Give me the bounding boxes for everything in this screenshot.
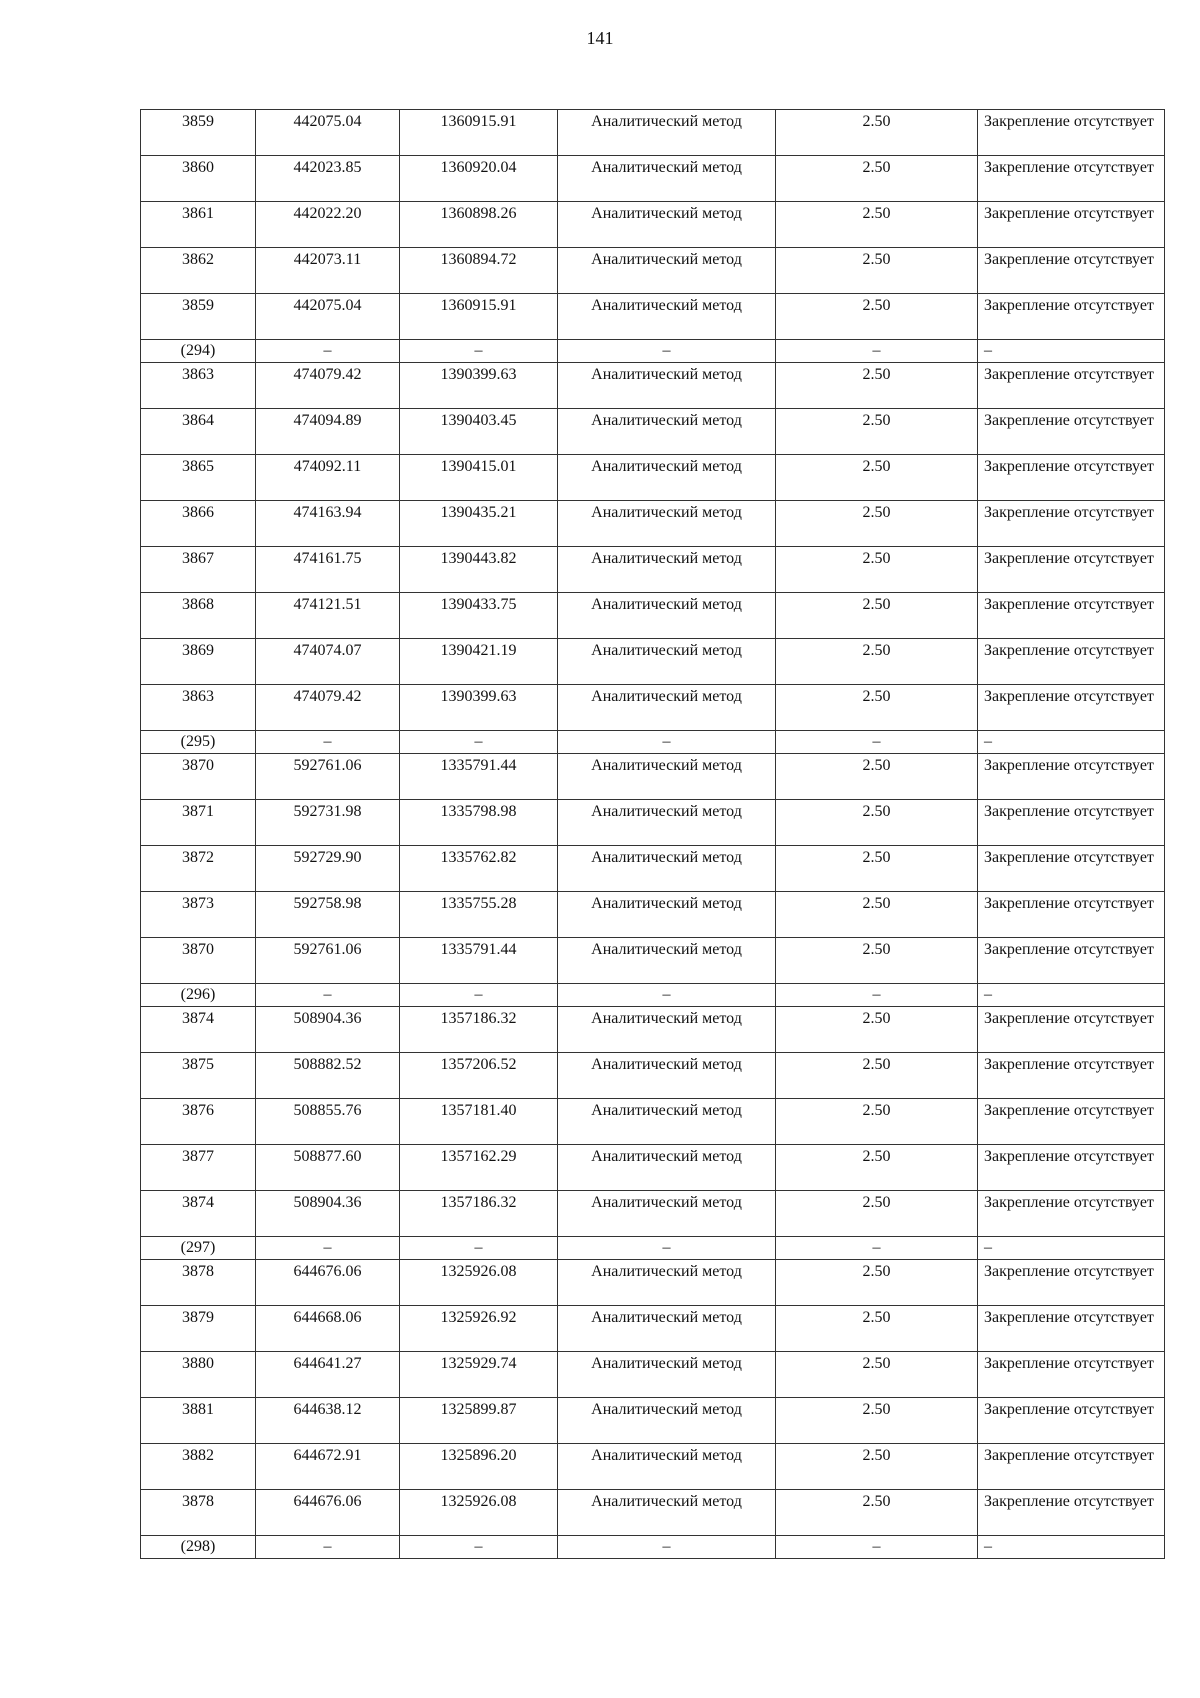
point-number: 3869 xyxy=(141,639,256,685)
fixing-cell: Закрепление отсутствует xyxy=(978,1053,1165,1099)
dash-cell: – xyxy=(558,984,776,1007)
fixing-cell: Закрепление отсутствует xyxy=(978,409,1165,455)
coord-y: 1390415.01 xyxy=(400,455,558,501)
fixing-cell: Закрепление отсутствует xyxy=(978,685,1165,731)
coord-x: 508882.52 xyxy=(256,1053,400,1099)
coord-y: 1360915.91 xyxy=(400,294,558,340)
point-number: 3871 xyxy=(141,800,256,846)
table-row xyxy=(141,1306,1165,1352)
point-number: 3881 xyxy=(141,1398,256,1444)
point-number: 3861 xyxy=(141,202,256,248)
coord-x: 508904.36 xyxy=(256,1007,400,1053)
point-number: 3880 xyxy=(141,1352,256,1398)
dash-cell: – xyxy=(558,1536,776,1559)
method-cell: Аналитический метод xyxy=(558,455,776,501)
accuracy-cell: 2.50 xyxy=(776,892,978,938)
coord-y: 1390403.45 xyxy=(400,409,558,455)
accuracy-cell: 2.50 xyxy=(776,754,978,800)
accuracy-cell: 2.50 xyxy=(776,1145,978,1191)
table-row xyxy=(141,501,1165,547)
accuracy-cell: 2.50 xyxy=(776,455,978,501)
table-row xyxy=(141,547,1165,593)
method-cell: Аналитический метод xyxy=(558,409,776,455)
method-cell: Аналитический метод xyxy=(558,593,776,639)
accuracy-cell: 2.50 xyxy=(776,202,978,248)
table-row xyxy=(141,202,1165,248)
table-row xyxy=(141,1444,1165,1490)
coord-x: 474079.42 xyxy=(256,363,400,409)
accuracy-cell: 2.50 xyxy=(776,1053,978,1099)
point-number: 3865 xyxy=(141,455,256,501)
point-number: 3879 xyxy=(141,1306,256,1352)
contour-number: (295) xyxy=(141,731,256,754)
method-cell: Аналитический метод xyxy=(558,1260,776,1306)
coord-x: 474163.94 xyxy=(256,501,400,547)
coord-x: 474074.07 xyxy=(256,639,400,685)
fixing-cell: Закрепление отсутствует xyxy=(978,1145,1165,1191)
fixing-cell: Закрепление отсутствует xyxy=(978,593,1165,639)
dash-cell: – xyxy=(558,731,776,754)
method-cell: Аналитический метод xyxy=(558,754,776,800)
method-cell: Аналитический метод xyxy=(558,1444,776,1490)
coordinates-table xyxy=(140,109,1165,1559)
coord-y: 1360915.91 xyxy=(400,110,558,156)
method-cell: Аналитический метод xyxy=(558,547,776,593)
accuracy-cell: 2.50 xyxy=(776,593,978,639)
dash-cell: – xyxy=(558,1237,776,1260)
coord-y: 1390399.63 xyxy=(400,363,558,409)
contour-number: (294) xyxy=(141,340,256,363)
fixing-cell: Закрепление отсутствует xyxy=(978,1444,1165,1490)
dash-cell: – xyxy=(400,340,558,363)
coord-x: 592729.90 xyxy=(256,846,400,892)
point-number: 3866 xyxy=(141,501,256,547)
table-row xyxy=(141,639,1165,685)
table-row xyxy=(141,1099,1165,1145)
coord-x: 644672.91 xyxy=(256,1444,400,1490)
dash-cell: – xyxy=(978,1536,1165,1559)
coord-y: 1357181.40 xyxy=(400,1099,558,1145)
accuracy-cell: 2.50 xyxy=(776,1490,978,1536)
table-row xyxy=(141,294,1165,340)
point-number: 3870 xyxy=(141,938,256,984)
fixing-cell: Закрепление отсутствует xyxy=(978,1191,1165,1237)
coord-x: 442075.04 xyxy=(256,294,400,340)
point-number: 3873 xyxy=(141,892,256,938)
coord-y: 1357162.29 xyxy=(400,1145,558,1191)
coord-y: 1390399.63 xyxy=(400,685,558,731)
coord-x: 592761.06 xyxy=(256,938,400,984)
point-number: 3882 xyxy=(141,1444,256,1490)
method-cell: Аналитический метод xyxy=(558,892,776,938)
coord-x: 644668.06 xyxy=(256,1306,400,1352)
dash-cell: – xyxy=(400,731,558,754)
point-number: 3876 xyxy=(141,1099,256,1145)
dash-cell: – xyxy=(978,340,1165,363)
fixing-cell: Закрепление отсутствует xyxy=(978,294,1165,340)
fixing-cell: Закрепление отсутствует xyxy=(978,501,1165,547)
fixing-cell: Закрепление отсутствует xyxy=(978,800,1165,846)
coord-x: 644676.06 xyxy=(256,1260,400,1306)
method-cell: Аналитический метод xyxy=(558,800,776,846)
coord-y: 1335791.44 xyxy=(400,938,558,984)
accuracy-cell: 2.50 xyxy=(776,501,978,547)
coord-x: 644676.06 xyxy=(256,1490,400,1536)
fixing-cell: Закрепление отсутствует xyxy=(978,1306,1165,1352)
accuracy-cell: 2.50 xyxy=(776,938,978,984)
fixing-cell: Закрепление отсутствует xyxy=(978,455,1165,501)
method-cell: Аналитический метод xyxy=(558,685,776,731)
contour-separator-row xyxy=(141,731,1165,754)
contour-separator-row xyxy=(141,1237,1165,1260)
accuracy-cell: 2.50 xyxy=(776,110,978,156)
point-number: 3878 xyxy=(141,1260,256,1306)
coord-x: 644641.27 xyxy=(256,1352,400,1398)
fixing-cell: Закрепление отсутствует xyxy=(978,1398,1165,1444)
accuracy-cell: 2.50 xyxy=(776,846,978,892)
point-number: 3867 xyxy=(141,547,256,593)
accuracy-cell: 2.50 xyxy=(776,547,978,593)
coord-y: 1390435.21 xyxy=(400,501,558,547)
fixing-cell: Закрепление отсутствует xyxy=(978,846,1165,892)
coord-y: 1390421.19 xyxy=(400,639,558,685)
accuracy-cell: 2.50 xyxy=(776,1191,978,1237)
coord-y: 1335755.28 xyxy=(400,892,558,938)
dash-cell: – xyxy=(256,984,400,1007)
table-row xyxy=(141,1260,1165,1306)
accuracy-cell: 2.50 xyxy=(776,1306,978,1352)
point-number: 3860 xyxy=(141,156,256,202)
contour-number: (298) xyxy=(141,1536,256,1559)
point-number: 3875 xyxy=(141,1053,256,1099)
fixing-cell: Закрепление отсутствует xyxy=(978,110,1165,156)
fixing-cell: Закрепление отсутствует xyxy=(978,547,1165,593)
coord-y: 1360920.04 xyxy=(400,156,558,202)
table-row xyxy=(141,1145,1165,1191)
accuracy-cell: 2.50 xyxy=(776,156,978,202)
dash-cell: – xyxy=(776,1536,978,1559)
table-row xyxy=(141,455,1165,501)
coord-y: 1360894.72 xyxy=(400,248,558,294)
accuracy-cell: 2.50 xyxy=(776,1099,978,1145)
page-number: 141 xyxy=(586,28,614,48)
coord-x: 592761.06 xyxy=(256,754,400,800)
contour-separator-row xyxy=(141,1536,1165,1559)
fixing-cell: Закрепление отсутствует xyxy=(978,156,1165,202)
fixing-cell: Закрепление отсутствует xyxy=(978,202,1165,248)
coord-x: 442075.04 xyxy=(256,110,400,156)
method-cell: Аналитический метод xyxy=(558,202,776,248)
coord-y: 1357186.32 xyxy=(400,1191,558,1237)
accuracy-cell: 2.50 xyxy=(776,639,978,685)
coord-y: 1325926.08 xyxy=(400,1260,558,1306)
method-cell: Аналитический метод xyxy=(558,846,776,892)
table-row xyxy=(141,1191,1165,1237)
coord-y: 1325926.92 xyxy=(400,1306,558,1352)
method-cell: Аналитический метод xyxy=(558,501,776,547)
table-row xyxy=(141,1053,1165,1099)
point-number: 3859 xyxy=(141,294,256,340)
accuracy-cell: 2.50 xyxy=(776,248,978,294)
dash-cell: – xyxy=(978,984,1165,1007)
fixing-cell: Закрепление отсутствует xyxy=(978,1490,1165,1536)
method-cell: Аналитический метод xyxy=(558,1490,776,1536)
fixing-cell: Закрепление отсутствует xyxy=(978,1260,1165,1306)
contour-number: (296) xyxy=(141,984,256,1007)
point-number: 3870 xyxy=(141,754,256,800)
method-cell: Аналитический метод xyxy=(558,1306,776,1352)
table-row xyxy=(141,892,1165,938)
coord-y: 1325926.08 xyxy=(400,1490,558,1536)
point-number: 3877 xyxy=(141,1145,256,1191)
method-cell: Аналитический метод xyxy=(558,110,776,156)
fixing-cell: Закрепление отсутствует xyxy=(978,363,1165,409)
point-number: 3878 xyxy=(141,1490,256,1536)
point-number: 3874 xyxy=(141,1007,256,1053)
point-number: 3862 xyxy=(141,248,256,294)
dash-cell: – xyxy=(558,340,776,363)
fixing-cell: Закрепление отсутствует xyxy=(978,248,1165,294)
dash-cell: – xyxy=(256,731,400,754)
contour-separator-row xyxy=(141,984,1165,1007)
coord-y: 1390433.75 xyxy=(400,593,558,639)
point-number: 3874 xyxy=(141,1191,256,1237)
coord-x: 508855.76 xyxy=(256,1099,400,1145)
point-number: 3868 xyxy=(141,593,256,639)
table-row xyxy=(141,846,1165,892)
table-row xyxy=(141,248,1165,294)
coord-x: 592758.98 xyxy=(256,892,400,938)
coord-x: 508904.36 xyxy=(256,1191,400,1237)
table-row xyxy=(141,938,1165,984)
method-cell: Аналитический метод xyxy=(558,248,776,294)
dash-cell: – xyxy=(978,731,1165,754)
table-row xyxy=(141,1352,1165,1398)
dash-cell: – xyxy=(256,1237,400,1260)
method-cell: Аналитический метод xyxy=(558,1352,776,1398)
coord-x: 508877.60 xyxy=(256,1145,400,1191)
fixing-cell: Закрепление отсутствует xyxy=(978,892,1165,938)
table-row xyxy=(141,754,1165,800)
coord-x: 474079.42 xyxy=(256,685,400,731)
coord-y: 1360898.26 xyxy=(400,202,558,248)
accuracy-cell: 2.50 xyxy=(776,1007,978,1053)
accuracy-cell: 2.50 xyxy=(776,1352,978,1398)
coord-y: 1325896.20 xyxy=(400,1444,558,1490)
table-row xyxy=(141,363,1165,409)
fixing-cell: Закрепление отсутствует xyxy=(978,754,1165,800)
coord-x: 442022.20 xyxy=(256,202,400,248)
contour-number: (297) xyxy=(141,1237,256,1260)
accuracy-cell: 2.50 xyxy=(776,409,978,455)
table-row xyxy=(141,593,1165,639)
table-row xyxy=(141,685,1165,731)
dash-cell: – xyxy=(400,1536,558,1559)
coord-y: 1325929.74 xyxy=(400,1352,558,1398)
method-cell: Аналитический метод xyxy=(558,1099,776,1145)
table-row xyxy=(141,1007,1165,1053)
dash-cell: – xyxy=(776,340,978,363)
coord-y: 1325899.87 xyxy=(400,1398,558,1444)
table-row xyxy=(141,409,1165,455)
coord-x: 474092.11 xyxy=(256,455,400,501)
accuracy-cell: 2.50 xyxy=(776,685,978,731)
coord-y: 1335798.98 xyxy=(400,800,558,846)
accuracy-cell: 2.50 xyxy=(776,363,978,409)
coord-y: 1357186.32 xyxy=(400,1007,558,1053)
method-cell: Аналитический метод xyxy=(558,1191,776,1237)
method-cell: Аналитический метод xyxy=(558,294,776,340)
accuracy-cell: 2.50 xyxy=(776,294,978,340)
coord-y: 1357206.52 xyxy=(400,1053,558,1099)
dash-cell: – xyxy=(400,1237,558,1260)
point-number: 3859 xyxy=(141,110,256,156)
fixing-cell: Закрепление отсутствует xyxy=(978,639,1165,685)
accuracy-cell: 2.50 xyxy=(776,1260,978,1306)
method-cell: Аналитический метод xyxy=(558,1007,776,1053)
dash-cell: – xyxy=(776,984,978,1007)
point-number: 3863 xyxy=(141,363,256,409)
coord-y: 1390443.82 xyxy=(400,547,558,593)
accuracy-cell: 2.50 xyxy=(776,1398,978,1444)
method-cell: Аналитический метод xyxy=(558,1398,776,1444)
accuracy-cell: 2.50 xyxy=(776,1444,978,1490)
dash-cell: – xyxy=(400,984,558,1007)
method-cell: Аналитический метод xyxy=(558,639,776,685)
coord-x: 474094.89 xyxy=(256,409,400,455)
dash-cell: – xyxy=(256,340,400,363)
table-row xyxy=(141,110,1165,156)
point-number: 3863 xyxy=(141,685,256,731)
method-cell: Аналитический метод xyxy=(558,1145,776,1191)
coord-x: 442023.85 xyxy=(256,156,400,202)
accuracy-cell: 2.50 xyxy=(776,800,978,846)
dash-cell: – xyxy=(776,731,978,754)
table-row xyxy=(141,1490,1165,1536)
fixing-cell: Закрепление отсутствует xyxy=(978,938,1165,984)
coord-y: 1335791.44 xyxy=(400,754,558,800)
fixing-cell: Закрепление отсутствует xyxy=(978,1352,1165,1398)
coord-x: 442073.11 xyxy=(256,248,400,294)
coordinates-table-body xyxy=(141,110,1165,1559)
dash-cell: – xyxy=(776,1237,978,1260)
fixing-cell: Закрепление отсутствует xyxy=(978,1007,1165,1053)
table-row xyxy=(141,800,1165,846)
dash-cell: – xyxy=(978,1237,1165,1260)
method-cell: Аналитический метод xyxy=(558,1053,776,1099)
table-row xyxy=(141,156,1165,202)
fixing-cell: Закрепление отсутствует xyxy=(978,1099,1165,1145)
coord-x: 592731.98 xyxy=(256,800,400,846)
point-number: 3872 xyxy=(141,846,256,892)
method-cell: Аналитический метод xyxy=(558,363,776,409)
table-row xyxy=(141,1398,1165,1444)
coord-x: 474161.75 xyxy=(256,547,400,593)
dash-cell: – xyxy=(256,1536,400,1559)
contour-separator-row xyxy=(141,340,1165,363)
method-cell: Аналитический метод xyxy=(558,938,776,984)
coord-y: 1335762.82 xyxy=(400,846,558,892)
method-cell: Аналитический метод xyxy=(558,156,776,202)
coord-x: 644638.12 xyxy=(256,1398,400,1444)
point-number: 3864 xyxy=(141,409,256,455)
coord-x: 474121.51 xyxy=(256,593,400,639)
